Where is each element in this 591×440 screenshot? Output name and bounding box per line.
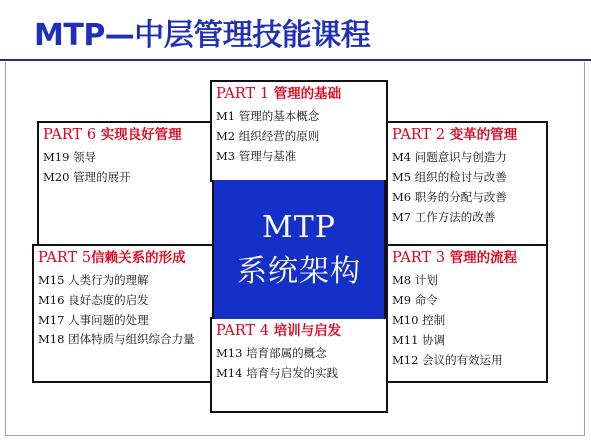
part1-name: 管理的基础 xyxy=(273,86,342,102)
module-m5: M5 组织的检讨与改善 xyxy=(392,170,507,184)
module-m4: M4 问题意识与创造力 xyxy=(392,150,507,164)
part2-box xyxy=(386,121,548,246)
part6-prefix: PART 6 xyxy=(43,127,101,143)
title-divider xyxy=(0,59,591,61)
module-m20: M20 管理的展开 xyxy=(43,170,131,184)
part3-prefix: PART 3 xyxy=(392,250,450,266)
module-m12: M12 会议的有效运用 xyxy=(392,353,503,367)
module-m10: M10 控制 xyxy=(392,313,446,327)
module-m14: M14 培育与启发的实践 xyxy=(216,366,339,380)
part1-title xyxy=(216,84,382,104)
part5-title xyxy=(38,248,208,268)
module-m6: M6 职务的分配与改善 xyxy=(392,190,507,204)
part2-name: 变革的管理 xyxy=(449,127,518,143)
module-m8: M8 计划 xyxy=(392,273,438,287)
part6-box xyxy=(37,121,214,246)
part3-title xyxy=(392,248,542,268)
part2-prefix: PART 2 xyxy=(392,127,450,143)
part5-name: 信赖关系的形成 xyxy=(91,250,186,266)
module-m17: M17 人事问题的处理 xyxy=(38,313,149,327)
part5-prefix: PART 5 xyxy=(38,250,92,266)
module-m19: M19 领导 xyxy=(43,150,97,164)
slide-title: MTP—中层管理技能课程 xyxy=(34,18,371,53)
part6-name: 实现良好管理 xyxy=(100,127,182,143)
module-m7: M7 工作方法的改善 xyxy=(392,210,496,224)
center-line-1: MTP xyxy=(262,209,336,245)
part6-title xyxy=(43,125,208,145)
part1-prefix: PART 1 xyxy=(216,86,274,102)
module-m2: M2 组织经营的原则 xyxy=(216,129,320,143)
module-m1: M1 管理的基本概念 xyxy=(216,109,320,123)
part4-box xyxy=(210,317,388,413)
center-line-2: 系统架构 xyxy=(237,253,361,289)
part2-title xyxy=(392,125,542,145)
part1-box xyxy=(210,80,388,182)
part4-prefix: PART 4 xyxy=(216,323,274,339)
module-m11: M11 协调 xyxy=(392,333,446,347)
part5-box xyxy=(32,244,214,383)
part4-title xyxy=(216,321,382,341)
module-m3: M3 管理与基准 xyxy=(216,149,297,163)
module-m16: M16 良好态度的启发 xyxy=(38,293,149,307)
module-m9: M9 命令 xyxy=(392,293,438,307)
module-m15: M15 人类行为的理解 xyxy=(38,273,149,287)
module-m13: M13 培育部属的概念 xyxy=(216,346,327,360)
module-m18: M18 团体特质与组织综合力量 xyxy=(38,332,195,346)
part3-name: 管理的流程 xyxy=(449,250,518,266)
mtp-system-center xyxy=(212,180,386,319)
part3-box xyxy=(386,244,548,383)
part4-name: 培训与启发 xyxy=(273,323,342,339)
